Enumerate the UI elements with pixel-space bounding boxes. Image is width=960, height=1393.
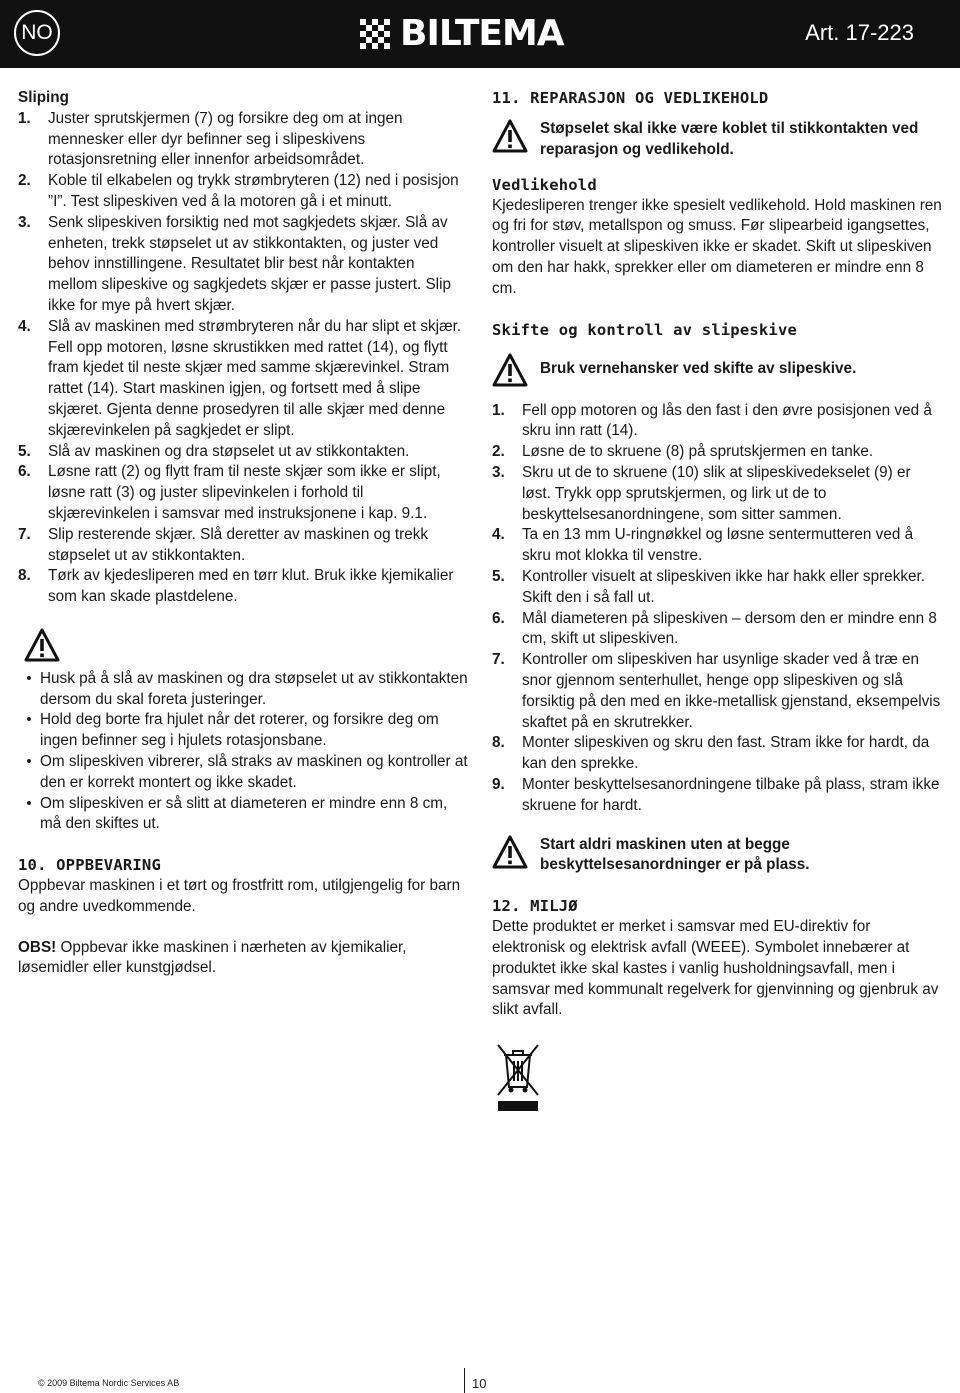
step-number: 1. [18,109,31,127]
list-item [18,213,468,317]
page-header [0,0,960,68]
bullet-icon: • [26,669,32,687]
step-text: Kontroller visuelt at slipeskiven ikke har hakk eller sprekker. Skift den i så fall ut. [522,567,925,606]
step-text: Fell opp motoren og lås den fast i den øvre posisjonen ved å skru inn ratt (14). [522,401,932,440]
repair-warning-text: Støpselet skal ikke være koblet til stikkontakten ved reparasjon og vedlikehold. [540,120,919,158]
obs-text: Oppbevar ikke maskinen i nærheten av kjemikalier, løsemidler eller kunstgjødsel. [18,938,407,977]
repair-heading: 11. REPARASJON OG VEDLIKEHOLD [492,89,769,107]
storage-heading: 10. OPPBEVARING [18,856,161,875]
environment-text: Dette produktet er merket i samsvar med EU-direktiv for elektronisk og elektrisk avfall (WEEE). Symbolet innebærer at produktet ikke skal kastes i vanlig husholdningsavfall, men i samsvar med kommunalt regelverk for gjenvinning og gjenbruk av slikt avfall. [492,918,939,1019]
copyright: © 2009 Biltema Nordic Services AB [38,1378,180,1388]
repair-warning [492,119,942,161]
step-number: 3. [18,213,31,231]
step-text: Kontroller om slipeskiven har usynlige skader ved å træ en snor gjennom senterhullet, henge opp slipeskiven og slå forsiktig på den med en ikke-metallisk gjenstand, eksempelvis skaftet på en skrutrekker. [522,651,941,731]
list-item [492,650,942,733]
list-item [492,609,942,651]
list-item [492,442,942,463]
list-item [492,525,942,567]
step-number: 2. [492,443,505,461]
step-text: Slip resterende skjær. Slå deretter av maskinen og trekk støpselet ut av stikkontakten. [48,525,429,564]
list-item [18,752,468,794]
weee-crossed-bin-icon [494,1041,542,1113]
step-text: Koble til elkabelen og trykk strømbryteren (12) ned i posisjon ”I”. Test slipeskiven ved å la motoren gå i et minutt. [48,172,459,210]
step-number: 7. [492,651,505,669]
step-text: Monter slipeskiven og skru den fast. Stram ikke for hardt, da kan den sprekke. [522,734,930,773]
list-item [492,733,942,775]
list-item [18,566,468,608]
step-number: 6. [492,609,505,627]
list-item [492,567,942,609]
list-item [18,669,468,711]
list-item [18,109,468,171]
step-text: Tørk av kjedesliperen med en tørr klut. Bruk ikke kjemikalier som kan skade plastdelene. [48,567,454,606]
step-number: 5. [18,442,31,460]
list-item [18,442,468,463]
sliping-steps [18,109,468,608]
warning-bullet-list [18,669,468,835]
bullet-icon: • [26,711,32,729]
step-number: 7. [18,525,31,543]
bullet-text: Om slipeskiven er så slitt at diameteren er mindre enn 8 cm, må den skiftes ut. [40,794,448,833]
list-item [492,401,942,443]
step-text: Monter beskyttelsesanordningene tilbake på plass, stram ikke skruene for hardt. [522,775,940,814]
step-number: 2. [18,172,31,190]
brand-name: BILTEMA [400,13,564,54]
step-number: 5. [492,567,505,585]
step-number: 9. [492,775,505,793]
step-text: Slå av maskinen med strømbryteren når du har slipt et skjær. Fell opp motoren, løsne skrustikken med rattet (14), og flytt fram kjedet til neste skjær med samme skjærevinkel. Stram rattet (14). Start maskinen igjen, og fortsett med å slipe skjæret. Gjenta denne prosedyren til alle skjær med denne skjærevinkelen på sagkjedet er slipt. [48,317,462,439]
environment-heading: 12. MILJØ [492,897,578,916]
maintenance-text: Kjedesliperen trenger ikke spesielt vedlikehold. Hold maskinen ren og fri for støv, metallspon og smuss. Før slipearbeid igangsettes, kontroller visuelt at slipeskiven ikke er skadet. Skift ut slipeskiven om den har hakk, sprekker eller om diameteren er mindre enn 8 cm. [492,196,942,297]
change-wheel-steps [492,401,942,817]
sliping-heading: Sliping [18,89,69,106]
step-number: 1. [492,401,505,419]
step-text: Senk slipeskiven forsiktig ned mot sagkjedets skjær. Slå av enheten, trekk støpselet ut av stikkontakten, og juster ved behov innstillingene. Resultatet blir best når kontakten mellom slipeskive og sagkjedets skjær er passe justert. Slip ikke for mye på hvert skjær. [48,213,451,314]
step-text: Mål diameteren på slipeskiven – dersom den er mindre enn 8 cm, skift ut slipeskiven. [522,609,937,648]
list-item [18,317,468,442]
step-text: Skru ut de to skruene (10) slik at slipeskivedekselet (9) er løst. Trykk opp sprutskjermen, og lirk ut de to beskyttelsesanordningene, som sitter sammen. [522,463,911,523]
article-number: Art. 17-223 [805,20,914,45]
language-badge: NO [14,10,60,56]
checkered-flag-icon [360,19,390,49]
step-text: Løsne de to skruene (8) på sprutskjermen en tanke. [522,443,874,461]
step-text: Ta en 13 mm U-ringnøkkel og løsne sentermutteren ved å skru mot klokka til venstre. [522,526,914,565]
step-number: 4. [492,526,505,544]
start-warning [492,835,942,877]
warning-icon [24,628,60,662]
step-number: 8. [492,734,505,752]
footer-divider [464,1368,465,1393]
bullet-text: Husk på å slå av maskinen og dra støpselet ut av stikkontakten dersom du skal foreta justeringer. [40,669,468,708]
change-wheel-heading: Skifte og kontroll av slipeskive [492,320,798,339]
step-number: 6. [18,463,31,481]
obs-label: OBS! [18,938,57,956]
brand-logo [360,13,564,54]
obs-paragraph [18,938,468,980]
list-item [18,710,468,752]
bullet-icon: • [26,752,32,770]
list-item [492,775,942,817]
warning-icon [492,119,528,153]
step-text: Løsne ratt (2) og flytt fram til neste skjær som ikke er slipt, løsne ratt (3) og juster slipevinkelen i forhold til skjærevinkelen i samsvar med instruksjonene i kap. 9.1. [48,463,441,522]
list-item [18,794,468,836]
bullet-text: Hold deg borte fra hjulet når det roterer, og forsikre deg om ingen befinner seg i hjulets rotasjonsbane. [40,711,439,750]
warning-icon [492,353,528,387]
list-item [18,525,468,567]
gloves-warning [492,353,942,387]
maintenance-heading: Vedlikehold [492,175,597,194]
bullet-icon: • [26,794,32,812]
warning-icon [492,835,528,869]
step-text: Slå av maskinen og dra støpselet ut av stikkontakten. [48,442,410,460]
right-column [492,88,942,1120]
step-number: 8. [18,567,31,585]
left-column [18,88,468,979]
page-number: 10 [472,1376,487,1391]
storage-text: Oppbevar maskinen i et tørt og frostfritt rom, utilgjengelig for barn og andre uvedkommende. [18,877,461,915]
list-item [18,171,468,213]
gloves-warning-text: Bruk vernehansker ved skifte av slipeskive. [540,359,857,377]
step-text: Juster sprutskjermen (7) og forsikre deg om at ingen mennesker eller dyr befinner seg i slipeskivens rotasjonsretning eller innenfor arbeidsområdet. [48,109,403,169]
list-item [18,462,468,524]
bullet-text: Om slipeskiven vibrerer, slå straks av maskinen og kontroller at den er korrekt montert og ikke skadet. [40,752,468,791]
step-number: 4. [18,317,31,335]
list-item [492,463,942,525]
start-warning-text: Start aldri maskinen uten at begge beskyttelsesanordninger er på plass. [540,835,810,874]
step-number: 3. [492,463,505,481]
